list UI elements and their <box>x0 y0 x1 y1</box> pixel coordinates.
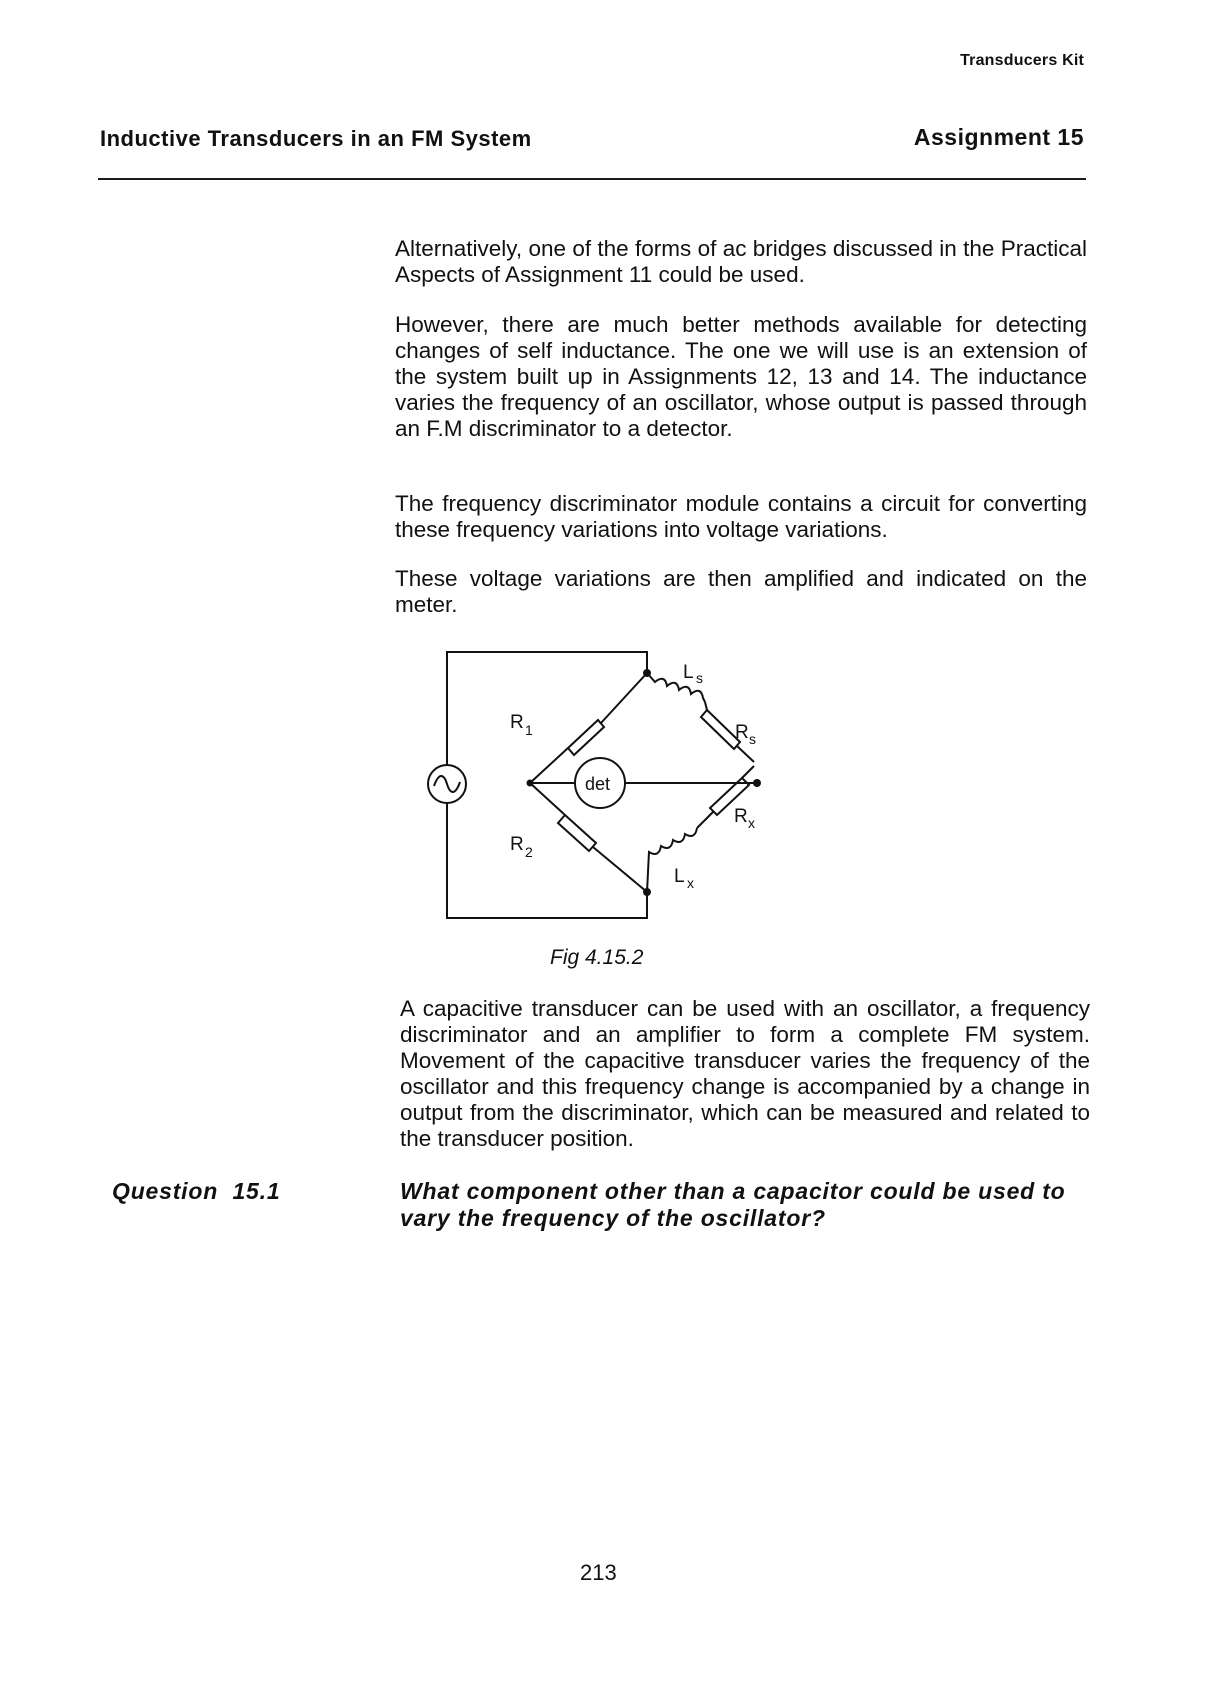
paragraph-1: Alternatively, one of the forms of ac bridges discussed in the Practical Aspects of Assignment 11 could be used. <box>395 236 1087 287</box>
label-r1: R <box>510 712 524 733</box>
label-ls-sub: s <box>696 670 703 686</box>
page-number: 213 <box>580 1560 617 1585</box>
label-r2: R <box>510 834 524 855</box>
paragraph-3: The frequency discriminator module contains a circuit for converting these frequency variations into voltage variations. <box>395 491 1087 542</box>
question-text: What component other than a capacitor could be used to vary the frequency of the oscillator? <box>400 1178 1066 1231</box>
figure-caption: Fig 4.15.2 <box>550 946 644 969</box>
outer-wire <box>447 652 647 765</box>
outer-wire-bottom <box>447 803 647 918</box>
label-rx-sub: x <box>748 815 755 831</box>
paragraph-2: However, there are much better methods available for detecting changes of self inductance. The one we will use is an extension of the system built up in Assignments 12, 13 and 14. The inductance varies the frequency of an oscillator, whose output is passed through an F.M discriminator to a detector. <box>395 312 1087 441</box>
bridge-circuit-diagram <box>405 640 785 930</box>
label-rs: R <box>735 722 749 743</box>
kit-title: Transducers Kit <box>960 52 1084 69</box>
question-label: Question 15.1 <box>112 1178 281 1204</box>
paragraph-after-figure: A capacitive transducer can be used with an oscillator, a frequency discriminator and an amplifier to form a complete FM system. Movement of the capacitive transducer varies the frequency of the oscillator and this frequency change is accompanied by a change in output from the discriminator, which can be measured and related to the transducer position. <box>400 996 1090 1151</box>
label-lx: L <box>674 866 685 887</box>
paragraph-4: These voltage variations are then amplified and indicated on the meter. <box>395 566 1087 617</box>
r1-resistor <box>568 720 604 755</box>
label-lx-sub: x <box>687 875 694 891</box>
label-rs-sub: s <box>749 731 756 747</box>
label-det: det <box>585 774 611 794</box>
label-ls: L <box>683 662 694 683</box>
section-title: Inductive Transducers in an FM System <box>100 126 532 151</box>
label-r2-sub: 2 <box>525 844 533 860</box>
label-r1-sub: 1 <box>525 722 533 738</box>
assignment-label: Assignment 15 <box>913 124 1084 150</box>
r2-resistor <box>558 815 596 851</box>
header-rule <box>98 178 1086 180</box>
ac-source-icon <box>428 765 466 803</box>
label-rx: R <box>734 806 748 827</box>
